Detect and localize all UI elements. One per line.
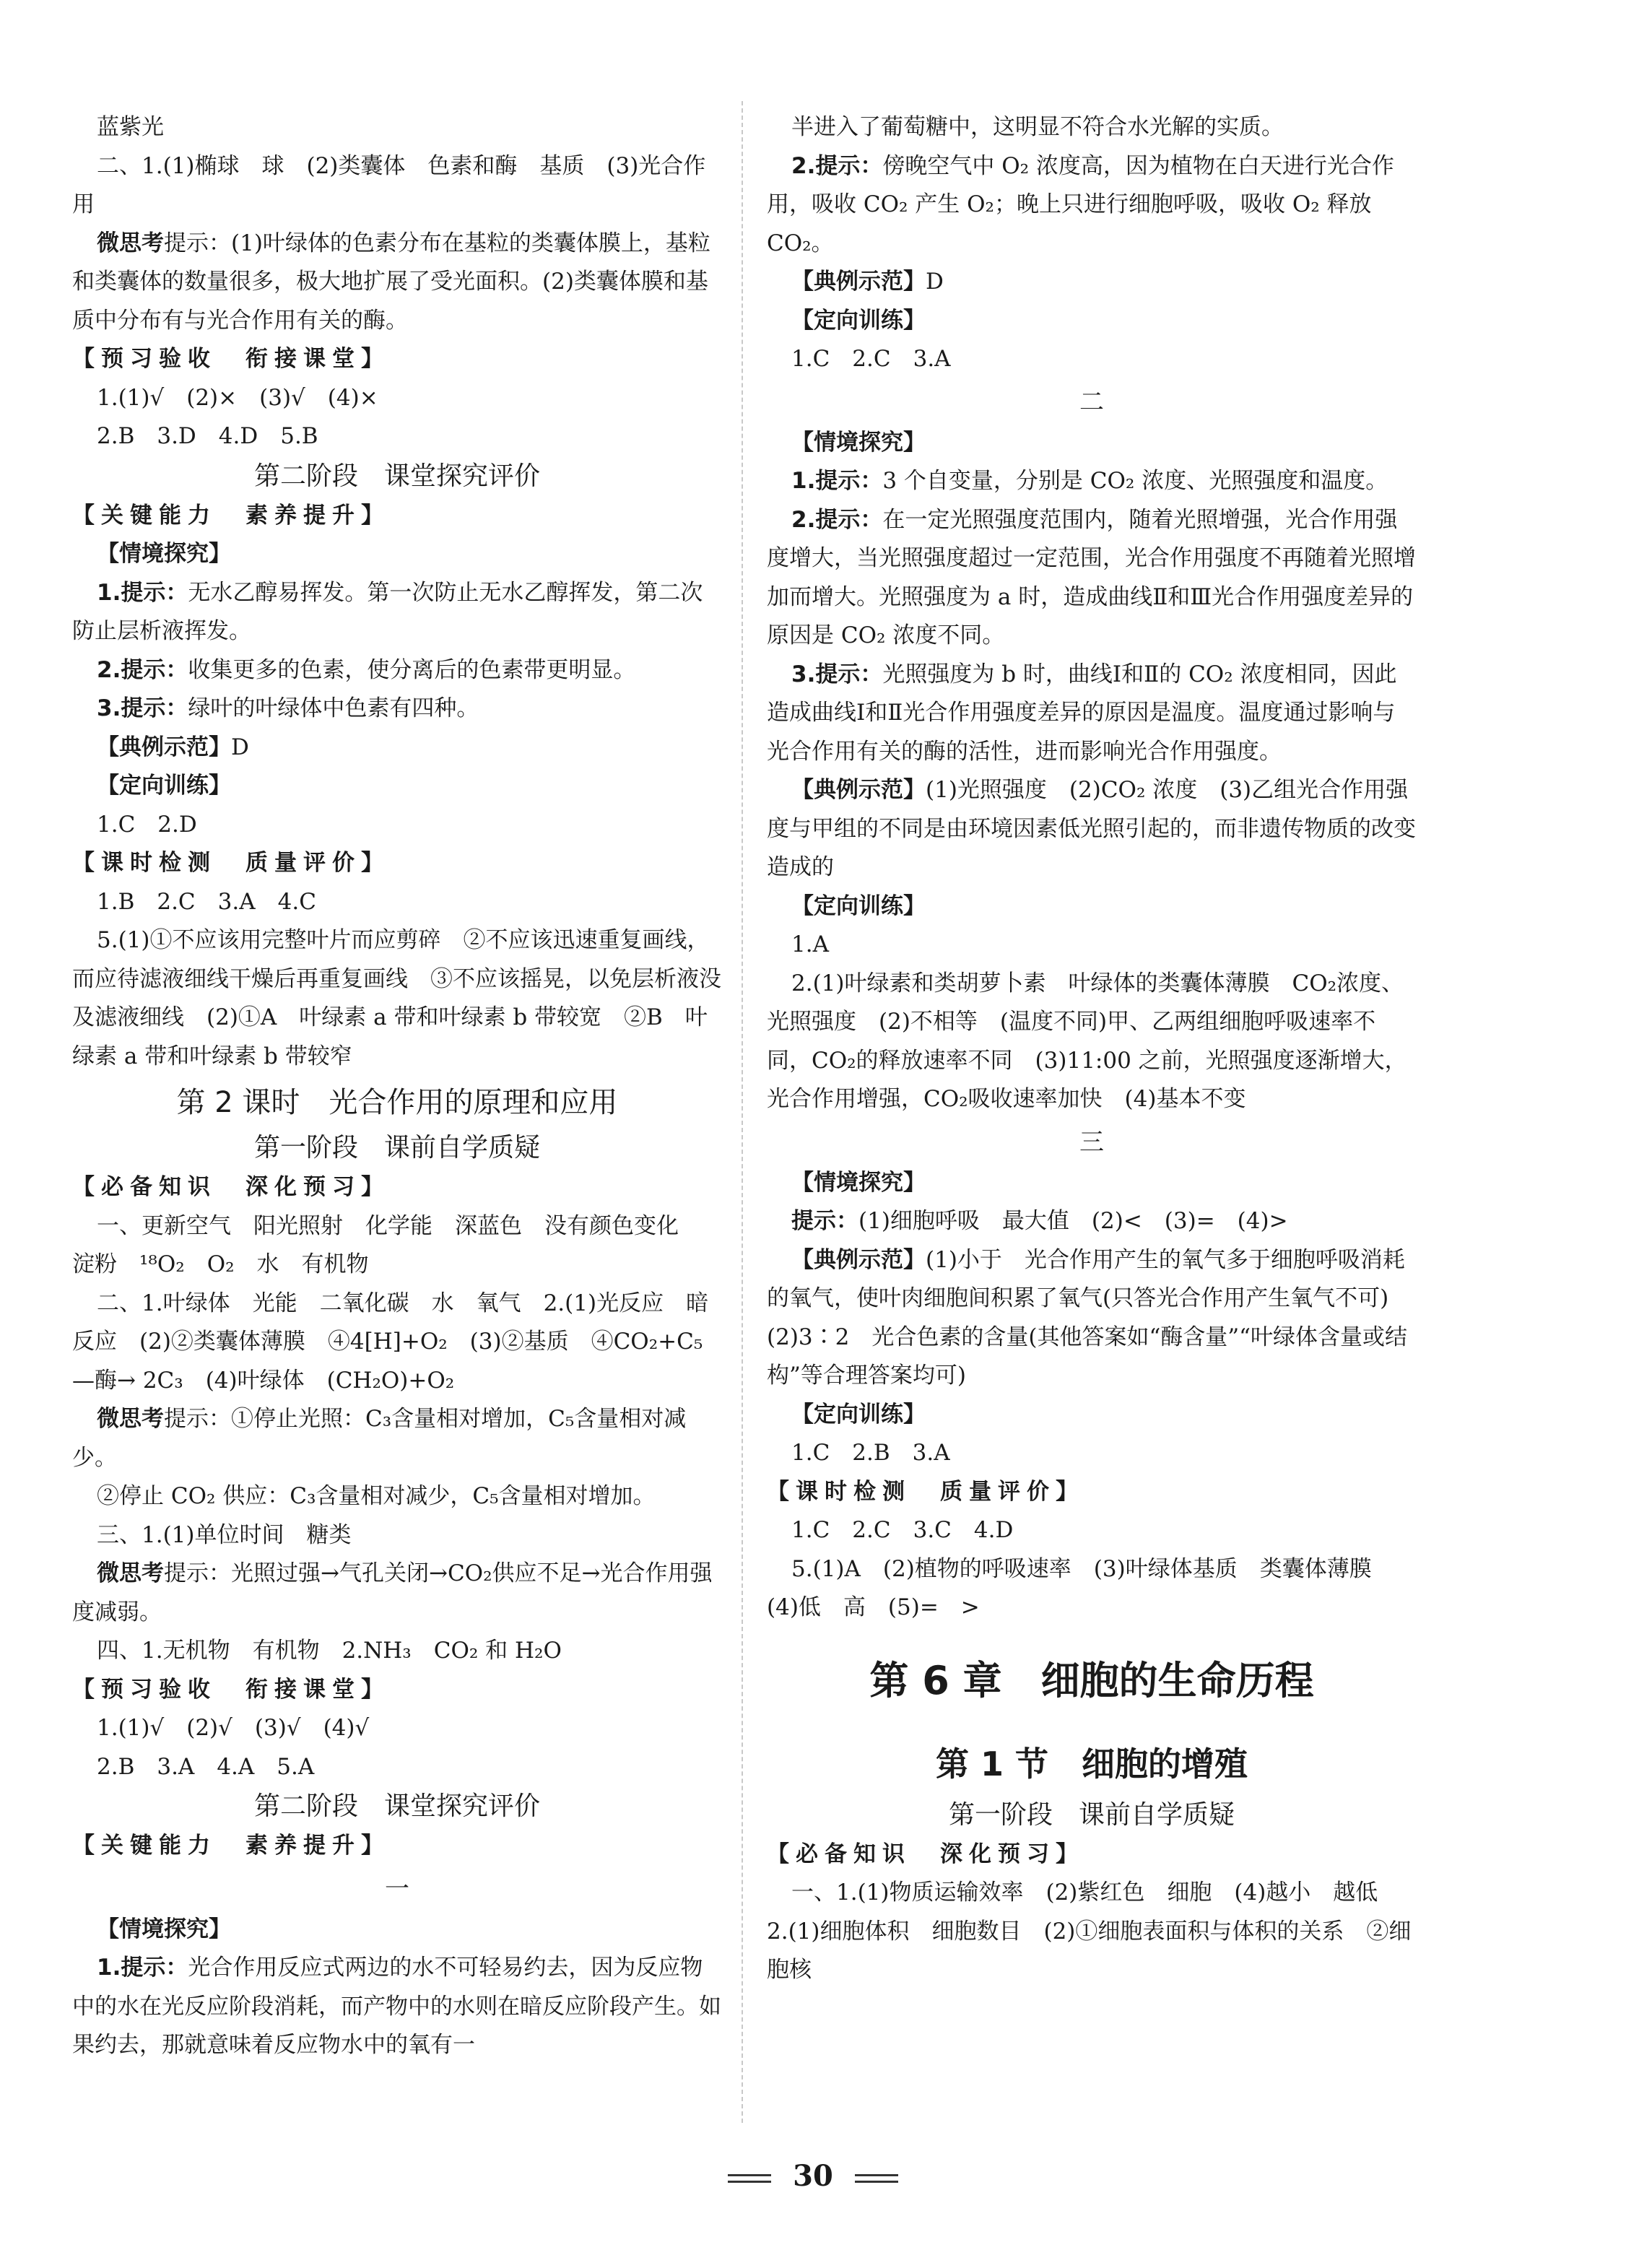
answer-paragraph: 1.C 2.C 3.C 4.D — [791, 1517, 1014, 1543]
answer-keyword: 【典例示范】 — [791, 1246, 926, 1273]
answer-paragraph — [767, 147, 1417, 264]
answer-text: 3 个自变量，分别是 CO₂ 浓度、光照强度和温度。 — [882, 468, 1388, 494]
answer-keyword: 【典例示范】 — [791, 269, 926, 295]
section-banner: 【课时检测 质量评价】 — [72, 850, 390, 876]
answer-paragraph: 1.(1)√ (2)√ (3)√ (4)√ — [97, 1715, 370, 1741]
section-banner: 【预习验收 衔接课堂】 — [72, 346, 390, 372]
answer-paragraph — [767, 462, 1417, 501]
answer-paragraph — [767, 1202, 1417, 1241]
part-marker: 一 — [385, 1874, 409, 1903]
answer-keyword: 1.提示： — [791, 468, 883, 494]
subsection-label: 【定向训练】 — [791, 892, 926, 919]
answer-text: 光合作用反应式两边的水不可轻易约去，因为反应物中的水在光反应阶段消耗，而产物中的水则在暗反应阶段产生。如果约去，那就意味着反应物水中的氧有一 — [72, 1955, 721, 2058]
answer-keyword: 微思考 — [97, 230, 164, 256]
answer-paragraph: 2.(1)叶绿素和类胡萝卜素 叶绿体的类囊体薄膜 CO₂浓度、光照强度 (2)不相等 (温度不同)甲、乙两组细胞呼吸速率不同，CO₂的释放速率不同 (3)11:00 之前，光照强度逐渐增大，光合作用增强，CO₂吸收速率加快 (4)基本不变 — [767, 970, 1407, 1112]
answer-keyword: 3.提示： — [791, 661, 883, 687]
answer-paragraph: 1.(1)√ (2)× (3)√ (4)× — [97, 384, 378, 411]
page-number-rule-left — [728, 2174, 771, 2183]
subsection-label: 【情境探究】 — [97, 541, 231, 567]
answer-keyword: 微思考 — [97, 1560, 164, 1586]
subsection-label: 【情境探究】 — [791, 429, 926, 456]
left-column — [72, 108, 722, 2065]
answer-paragraph: 蓝紫光 — [97, 114, 164, 140]
stage-heading: 第一阶段 课前自学质疑 — [253, 1133, 540, 1163]
answer-paragraph: 2.B 3.A 4.A 5.A — [97, 1753, 315, 1780]
answer-paragraph — [72, 690, 722, 729]
answer-text: (1)光照强度 (2)CO₂ 浓度 (3)乙组光合作用强度与甲组的不同是由环境因素低光照引起的，而非遗传物质的改变造成的 — [767, 777, 1416, 880]
answer-paragraph: 1.C 2.C 3.A — [791, 346, 951, 372]
answer-paragraph — [72, 574, 722, 651]
answer-text: D — [926, 269, 944, 295]
stage-heading: 第一阶段 课前自学质疑 — [948, 1799, 1235, 1830]
stage-heading: 第二阶段 课堂探究评价 — [253, 461, 540, 491]
section-banner: 【关键能力 素养提升】 — [72, 502, 390, 529]
answer-paragraph: 1.C 2.D — [97, 811, 197, 838]
subsection-label: 【情境探究】 — [791, 1169, 926, 1196]
part-marker: 三 — [1079, 1127, 1104, 1157]
answer-paragraph — [767, 771, 1417, 887]
section-banner: 【必备知识 深化预习】 — [72, 1174, 390, 1200]
answer-paragraph: 一、更新空气 阳光照射 化学能 深蓝色 没有颜色变化 淀粉 ¹⁸O₂ O₂ 水 有机物 — [72, 1212, 701, 1277]
answer-paragraph: 1.B 2.C 3.A 4.C — [97, 888, 316, 915]
right-column — [767, 108, 1417, 1990]
answer-text: 绿叶的叶绿体中色素有四种。 — [188, 695, 479, 721]
answer-text: 无水乙醇易挥发。第一次防止无水乙醇挥发，第二次防止层析液挥发。 — [72, 579, 703, 644]
answer-keyword: 2.提示： — [97, 656, 188, 683]
section-banner: 【预习验收 衔接课堂】 — [72, 1676, 390, 1703]
chapter-heading: 第 6 章 细胞的生命历程 — [869, 1657, 1314, 1703]
answer-text: D — [231, 734, 249, 760]
answer-keyword: 【典例示范】 — [791, 777, 926, 803]
answer-paragraph — [767, 1241, 1417, 1396]
stage-heading: 第二阶段 课堂探究评价 — [253, 1791, 540, 1821]
page-number-text: 30 — [793, 2159, 833, 2193]
subsection-label: 【定向训练】 — [791, 307, 926, 334]
section-banner: 【课时检测 质量评价】 — [767, 1478, 1084, 1505]
answer-paragraph: ②停止 CO₂ 供应：C₃含量相对减少，C₅含量相对增加。 — [97, 1483, 656, 1509]
answer-keyword: 提示： — [791, 1208, 858, 1234]
answer-paragraph: 1.A — [791, 931, 829, 957]
answer-text: 傍晚空气中 O₂ 浓度高，因为植物在白天进行光合作用，吸收 CO₂ 产生 O₂；晚上只进行细胞呼吸，吸收 O₂ 释放 CO₂。 — [767, 152, 1394, 256]
answer-paragraph: 5.(1)①不应该用完整叶片而应剪碎 ②不应该迅速重复画线，而应待滤液细线干燥后再重复画线 ③不应该摇晃，以免层析液没及滤液细线 (2)①A 叶绿素 a 带和叶绿素 b 带较宽 ②B 叶绿素 a 带和叶绿素 b 带较窄 — [72, 927, 721, 1069]
answer-text: 提示：①停止光照：C₃含量相对增加，C₅含量相对减少。 — [72, 1406, 687, 1471]
answer-text: 提示：(1)叶绿体的色素分布在基粒的类囊体膜上，基粒和类囊体的数量很多，极大地扩展了受光面积。(2)类囊体膜和基质中分布有与光合作用有关的酶。 — [72, 230, 710, 334]
answer-paragraph: 二、1.叶绿体 光能 二氧化碳 水 氧气 2.(1)光反应 暗反应 (2)②类囊体薄膜 ④4[H]+O₂ (3)②基质 ④CO₂+C₅ —酶→ 2C₃ (4)叶绿体 (CH₂O)+O₂ — [72, 1290, 709, 1394]
answer-keyword: 1.提示： — [97, 1955, 188, 1981]
answer-text: 在一定光照强度范围内，随着光照增强，光合作用强度增大，当光照强度超过一定范围，光合作用强度不再随着光照增加而增大。光照强度为 a 时，造成曲线Ⅱ和Ⅲ光合作用强度差异的原因是 CO₂ 浓度不同。 — [767, 506, 1416, 648]
answer-paragraph: 2.B 3.D 4.D 5.B — [97, 423, 318, 449]
answer-keyword: 3.提示： — [97, 695, 188, 721]
answer-paragraph: 一、1.(1)物质运输效率 (2)紫红色 细胞 (4)越小 越低 2.(1)细胞体积 细胞数目 (2)①细胞表面积与体积的关系 ②细胞核 — [767, 1880, 1412, 1983]
answer-keyword: 微思考 — [97, 1406, 164, 1432]
answer-text: 光照强度为 b 时，曲线Ⅰ和Ⅱ的 CO₂ 浓度相同，因此造成曲线Ⅰ和Ⅱ光合作用强度差异的原因是温度。温度通过影响与光合作用有关的酶的活性，进而影响光合作用强度。 — [767, 661, 1397, 765]
answer-keyword: 2.提示： — [791, 506, 883, 533]
answer-paragraph — [767, 263, 1417, 302]
subsection-label: 【定向训练】 — [97, 773, 231, 799]
lesson-heading: 第 2 课时 光合作用的原理和应用 — [176, 1086, 618, 1119]
answer-paragraph — [72, 1949, 722, 2065]
answer-keyword: 1.提示： — [97, 579, 188, 606]
answer-paragraph — [767, 501, 1417, 656]
answer-paragraph: 二、1.(1)椭球 球 (2)类囊体 色素和酶 基质 (3)光合作用 — [72, 152, 706, 217]
answer-text: (1)小于 光合作用产生的氧气多于细胞呼吸消耗的氧气，使叶肉细胞间积累了氧气(只答光合作用产生氧气不可) (2)3∶2 光合色素的含量(其他答案如“酶含量”“叶绿体含量或结构”等合理答案均可) — [767, 1246, 1412, 1389]
answer-paragraph — [72, 1555, 722, 1632]
answer-paragraph: 1.C 2.B 3.A — [791, 1440, 950, 1466]
answer-paragraph — [72, 225, 722, 341]
section-banner: 【关键能力 素养提升】 — [72, 1833, 390, 1859]
answer-text: (1)细胞呼吸 最大值 (2)< (3)= (4)> — [858, 1208, 1288, 1234]
answer-paragraph — [767, 656, 1417, 772]
answer-paragraph: 5.(1)A (2)植物的呼吸速率 (3)叶绿体基质 类囊体薄膜 (4)低 高 (5)= > — [767, 1555, 1394, 1620]
answer-paragraph: 四、1.无机物 有机物 2.NH₃ CO₂ 和 H₂O — [97, 1638, 562, 1664]
answer-paragraph — [72, 651, 722, 690]
part-marker: 二 — [1079, 387, 1104, 417]
subsection-label: 【定向训练】 — [791, 1401, 926, 1428]
answer-paragraph — [72, 729, 722, 768]
section-heading: 第 1 节 细胞的增殖 — [935, 1744, 1248, 1783]
column-divider — [742, 101, 743, 2123]
answer-keyword: 2.提示： — [791, 152, 883, 179]
answer-paragraph: 半进入了葡萄糖中，这明显不符合水光解的实质。 — [791, 114, 1284, 140]
answer-paragraph — [72, 1400, 722, 1477]
section-banner: 【必备知识 深化预习】 — [767, 1841, 1084, 1867]
answer-text: 提示：光照过强→气孔关闭→CO₂供应不足→光合作用强度减弱。 — [72, 1560, 713, 1625]
answer-paragraph: 三、1.(1)单位时间 糖类 — [97, 1521, 352, 1548]
page-number — [0, 2159, 1626, 2193]
answer-keyword: 【典例示范】 — [97, 734, 231, 760]
subsection-label: 【情境探究】 — [97, 1916, 231, 1942]
answer-text: 收集更多的色素，使分离后的色素带更明显。 — [188, 656, 636, 683]
page-number-rule-right — [855, 2174, 898, 2183]
